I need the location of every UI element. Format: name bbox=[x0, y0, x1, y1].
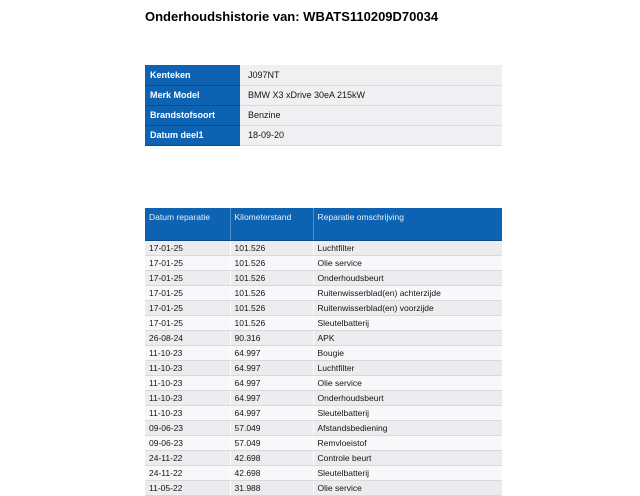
repair-description-cell: Sleutelbatterij bbox=[313, 405, 502, 420]
repair-description-cell: Luchtfilter bbox=[313, 360, 502, 375]
history-row bbox=[145, 285, 502, 300]
mileage-cell: 42.698 bbox=[230, 450, 313, 465]
repair-date-cell: 17-01-25 bbox=[145, 240, 230, 255]
mileage-cell: 64.997 bbox=[230, 360, 313, 375]
history-row bbox=[145, 375, 502, 390]
mileage-cell: 90.316 bbox=[230, 330, 313, 345]
repair-description-cell: APK bbox=[313, 330, 502, 345]
history-row bbox=[145, 270, 502, 285]
mileage-cell: 42.698 bbox=[230, 465, 313, 480]
vehicle-info-label: Merk Model bbox=[145, 85, 240, 105]
mileage-cell: 101.526 bbox=[230, 315, 313, 330]
vehicle-info-value: J097NT bbox=[240, 65, 502, 85]
repair-date-cell: 11-10-23 bbox=[145, 390, 230, 405]
mileage-cell: 101.526 bbox=[230, 300, 313, 315]
history-row bbox=[145, 345, 502, 360]
vehicle-info-label: Kenteken bbox=[145, 65, 240, 85]
history-row bbox=[145, 420, 502, 435]
vehicle-info-table bbox=[145, 65, 502, 146]
repair-description-cell: Luchtfilter bbox=[313, 240, 502, 255]
mileage-cell: 57.049 bbox=[230, 435, 313, 450]
vehicle-info-row bbox=[145, 105, 502, 125]
vehicle-info-label: Datum deel1 bbox=[145, 125, 240, 145]
repair-date-cell: 24-11-22 bbox=[145, 465, 230, 480]
repair-date-cell: 17-01-25 bbox=[145, 285, 230, 300]
repair-description-cell: Ruitenwisserblad(en) voorzijde bbox=[313, 300, 502, 315]
repair-date-cell: 09-06-23 bbox=[145, 435, 230, 450]
repair-date-cell: 26-08-24 bbox=[145, 330, 230, 345]
mileage-cell: 101.526 bbox=[230, 240, 313, 255]
history-row bbox=[145, 255, 502, 270]
vehicle-info-row bbox=[145, 85, 502, 105]
repair-date-cell: 17-01-25 bbox=[145, 270, 230, 285]
repair-description-cell: Controle beurt bbox=[313, 450, 502, 465]
vehicle-info-label: Brandstofsoort bbox=[145, 105, 240, 125]
mileage-cell: 101.526 bbox=[230, 255, 313, 270]
repair-description-cell: Remvloeistof bbox=[313, 435, 502, 450]
mileage-cell: 64.997 bbox=[230, 390, 313, 405]
repair-date-cell: 11-10-23 bbox=[145, 405, 230, 420]
repair-description-cell: Afstandsbediening bbox=[313, 420, 502, 435]
history-row bbox=[145, 360, 502, 375]
repair-date-cell: 17-01-25 bbox=[145, 315, 230, 330]
repair-date-cell: 11-10-23 bbox=[145, 360, 230, 375]
column-header-mileage: Kilometerstand bbox=[230, 208, 313, 240]
page-title: Onderhoudshistorie van: WBATS110209D70034 bbox=[145, 9, 439, 24]
vehicle-info-body bbox=[145, 65, 502, 145]
repair-description-cell: Ruitenwisserblad(en) achterzijde bbox=[313, 285, 502, 300]
repair-date-cell: 24-11-22 bbox=[145, 450, 230, 465]
repair-date-cell: 11-05-22 bbox=[145, 480, 230, 495]
repair-date-cell: 17-01-25 bbox=[145, 255, 230, 270]
vehicle-info-value: BMW X3 xDrive 30eA 215kW bbox=[240, 85, 502, 105]
column-header-repair-description: Reparatie omschrijving bbox=[313, 208, 502, 240]
history-row bbox=[145, 330, 502, 345]
mileage-cell: 64.997 bbox=[230, 405, 313, 420]
history-row bbox=[145, 465, 502, 480]
maintenance-history-table bbox=[145, 208, 502, 496]
repair-description-cell: Olie service bbox=[313, 375, 502, 390]
history-body bbox=[145, 240, 502, 495]
history-row bbox=[145, 480, 502, 495]
history-row bbox=[145, 390, 502, 405]
repair-description-cell: Bougie bbox=[313, 345, 502, 360]
repair-description-cell: Sleutelbatterij bbox=[313, 315, 502, 330]
repair-date-cell: 11-10-23 bbox=[145, 345, 230, 360]
mileage-cell: 64.997 bbox=[230, 345, 313, 360]
history-row bbox=[145, 435, 502, 450]
column-header-repair-date: Datum reparatie bbox=[145, 208, 230, 240]
history-row bbox=[145, 450, 502, 465]
mileage-cell: 31.988 bbox=[230, 480, 313, 495]
vehicle-info-value: Benzine bbox=[240, 105, 502, 125]
history-row bbox=[145, 300, 502, 315]
mileage-cell: 64.997 bbox=[230, 375, 313, 390]
repair-description-cell: Onderhoudsbeurt bbox=[313, 270, 502, 285]
repair-date-cell: 09-06-23 bbox=[145, 420, 230, 435]
repair-date-cell: 17-01-25 bbox=[145, 300, 230, 315]
mileage-cell: 101.526 bbox=[230, 270, 313, 285]
vehicle-info-value: 18-09-20 bbox=[240, 125, 502, 145]
history-header-row bbox=[145, 208, 502, 240]
repair-description-cell: Olie service bbox=[313, 480, 502, 495]
mileage-cell: 101.526 bbox=[230, 285, 313, 300]
history-row bbox=[145, 240, 502, 255]
vehicle-info-row bbox=[145, 125, 502, 145]
history-row bbox=[145, 315, 502, 330]
vehicle-info-row bbox=[145, 65, 502, 85]
mileage-cell: 57.049 bbox=[230, 420, 313, 435]
history-row bbox=[145, 405, 502, 420]
repair-description-cell: Onderhoudsbeurt bbox=[313, 390, 502, 405]
repair-description-cell: Sleutelbatterij bbox=[313, 465, 502, 480]
repair-date-cell: 11-10-23 bbox=[145, 375, 230, 390]
repair-description-cell: Olie service bbox=[313, 255, 502, 270]
